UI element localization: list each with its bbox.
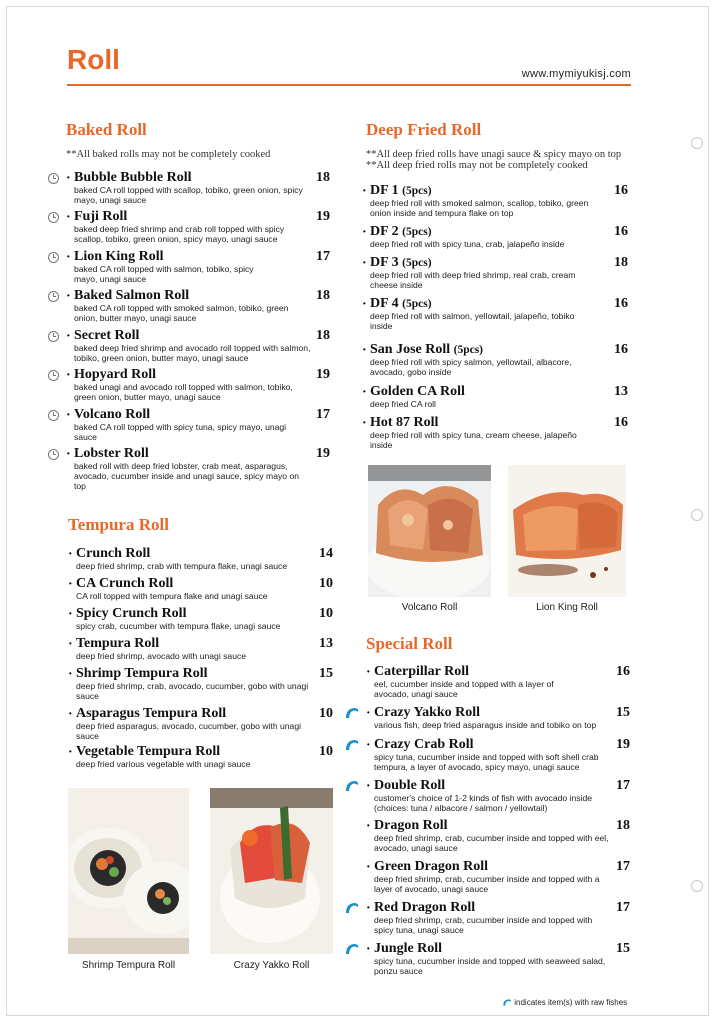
item-price: 17: [316, 249, 330, 264]
item-name: Volcano Roll: [74, 407, 151, 422]
item-price: 16: [614, 415, 628, 430]
item-description: baked unagi and avocado roll topped with salmon, tobiko, green onion, butter mayo, unagi sauce: [74, 382, 293, 402]
clock-icon: [48, 331, 59, 342]
item-price: 17: [616, 900, 630, 915]
bullet: ·: [66, 447, 71, 462]
binder-hole: [691, 880, 703, 892]
item-description: deep fried shrimp, crab with tempura flake, unagi sauce: [76, 561, 288, 571]
item-description: deep fried roll with spicy tuna, crab, jalapeño inside: [370, 239, 565, 249]
lion-king-roll-photo: [508, 465, 626, 597]
item-description: spicy tuna, cucumber inside and topped with soft shell crab tempura, a layer of avocado, spicy mayo, unagi sauce: [374, 752, 599, 772]
clock-icon: [48, 410, 59, 421]
raw-fish-icon: [344, 779, 360, 793]
item-price: 19: [316, 446, 330, 461]
clock-icon: [48, 173, 59, 184]
item-name: Crazy Crab Roll: [374, 737, 474, 752]
item-price: 13: [614, 384, 628, 399]
bullet: ·: [68, 577, 73, 592]
baked-roll-list: [66, 170, 330, 500]
bullet: ·: [66, 171, 71, 186]
item-price: 18: [316, 328, 330, 343]
item-name: CA Crunch Roll: [76, 576, 174, 591]
item-name: Fuji Roll: [74, 209, 128, 224]
bullet: ·: [362, 416, 367, 431]
item-name: Golden CA Roll: [370, 384, 465, 399]
bullet: ·: [66, 368, 71, 383]
binder-hole: [691, 509, 703, 521]
bullet: ·: [362, 385, 367, 400]
item-description: deep fried asparagus, avocado, cucumber, gobo with unagi sauce: [76, 721, 302, 741]
item-description: baked CA roll topped with smoked salmon, tobiko, green onion, butter mayo, unagi sauce: [74, 303, 289, 323]
item-price: 19: [316, 367, 330, 382]
item-price: 18: [614, 255, 628, 270]
item-description: deep fried roll with spicy salmon, yellowtail, albacore, avocado, gobo inside: [370, 357, 572, 377]
item-name: Baked Salmon Roll: [74, 288, 190, 303]
item-description: baked CA roll topped with salmon, tobiko, spicy mayo, unagi sauce: [74, 264, 254, 284]
item-name: Shrimp Tempura Roll: [76, 666, 208, 681]
bullet: ·: [362, 225, 367, 240]
bullet: ·: [66, 289, 71, 304]
bullet: ·: [66, 250, 71, 265]
bullet: ·: [68, 547, 73, 562]
bullet: ·: [362, 184, 367, 199]
bullet: ·: [366, 901, 371, 916]
baked-roll-note: **All baked rolls may not be completely cooked: [66, 149, 271, 160]
item-description: eel, cucumber inside and topped with a layer of avocado, unagi sauce: [374, 679, 554, 699]
bullet: ·: [68, 667, 73, 682]
item-name: Hopyard Roll: [74, 367, 157, 382]
item-price: 15: [616, 705, 630, 720]
item-name: Asparagus Tempura Roll: [76, 706, 227, 721]
bullet: ·: [66, 329, 71, 344]
item-price: 16: [616, 664, 630, 679]
deep-fried-note-1: **All deep fried rolls have unagi sauce & spicy mayo on top: [366, 149, 622, 160]
item-price: 19: [316, 209, 330, 224]
crazy-yakko-roll-photo: [210, 788, 333, 954]
item-name: DF 2 (5pcs): [370, 224, 432, 239]
item-name: Jungle Roll: [374, 941, 443, 956]
item-price: 18: [316, 288, 330, 303]
item-name: Lobster Roll: [74, 446, 149, 461]
tempura-roll-heading: Tempura Roll: [68, 515, 169, 534]
item-description: customer's choice of 1-2 kinds of fish with avocado inside (choices: tuna / albacore / salmon / yellowtail): [374, 793, 593, 813]
bullet: ·: [362, 256, 367, 271]
bullet: ·: [362, 343, 367, 358]
item-description: various fish, deep fried asparagus inside and tobiko on top: [374, 720, 597, 730]
item-name: DF 3 (5pcs): [370, 255, 432, 270]
bullet: ·: [68, 637, 73, 652]
item-name: DF 1 (5pcs): [370, 183, 432, 198]
raw-fish-icon: [344, 901, 360, 915]
item-description: deep fried roll with salmon, yellowtail, jalapeño, tobiko inside: [370, 311, 575, 331]
website-url: www.mymiyukisj.com: [521, 68, 631, 80]
bullet: ·: [66, 408, 71, 423]
item-description: baked deep fried shrimp and crab roll topped with spicy scallop, tobiko, green onion, spicy mayo, unagi sauce: [74, 224, 285, 244]
bullet: ·: [366, 860, 371, 875]
photo-caption: Shrimp Tempura Roll: [81, 960, 176, 971]
item-price: 15: [616, 941, 630, 956]
raw-fish-icon: [344, 738, 360, 752]
volcano-roll-photo: [368, 465, 491, 597]
item-description: deep fried shrimp, crab, avocado, cucumber, gobo with unagi sauce: [76, 681, 309, 701]
clock-icon: [48, 449, 59, 460]
item-price: 17: [316, 407, 330, 422]
bullet: ·: [366, 706, 371, 721]
item-description: deep fried CA roll: [370, 399, 436, 409]
photo-caption: Crazy Yakko Roll: [233, 960, 310, 971]
tempura-roll-list: [68, 546, 333, 776]
binder-hole: [691, 137, 703, 149]
special-roll-list: [366, 664, 630, 984]
deep-fried-roll-list: [362, 183, 628, 453]
bullet: ·: [366, 819, 371, 834]
item-price: 16: [614, 183, 628, 198]
item-name: Red Dragon Roll: [374, 900, 476, 915]
item-name: Green Dragon Roll: [374, 859, 489, 874]
item-description: deep fried various vegetable with unagi sauce: [76, 759, 251, 769]
item-name: Bubble Bubble Roll: [74, 170, 192, 185]
photo-caption: Lion King Roll: [536, 602, 598, 613]
raw-fish-icon: [502, 998, 512, 1007]
item-description: deep fried shrimp, crab, cucumber inside and topped with eel, avocado, unagi sauce: [374, 833, 609, 853]
item-name: Spicy Crunch Roll: [76, 606, 187, 621]
item-description: deep fried shrimp, crab, cucumber inside and topped with spicy tuna, unagi sauce: [374, 915, 593, 935]
bullet: ·: [68, 607, 73, 622]
item-price: 13: [319, 636, 333, 651]
bullet: ·: [68, 707, 73, 722]
clock-icon: [48, 291, 59, 302]
item-description: baked CA roll topped with spicy tuna, spicy mayo, unagi sauce: [74, 422, 287, 442]
bullet: ·: [366, 665, 371, 680]
bullet: ·: [68, 745, 73, 760]
item-description: deep fried roll with deep fried shrimp, real crab, cream cheese inside: [370, 270, 576, 290]
raw-fish-legend: [502, 998, 627, 1007]
item-price: 10: [319, 606, 333, 621]
item-price: 10: [319, 576, 333, 591]
item-description: baked CA roll topped with scallop, tobiko, green onion, spicy mayo, unagi sauce: [74, 185, 303, 205]
bullet: ·: [366, 779, 371, 794]
item-price: 14: [319, 546, 333, 561]
deep-fried-roll-heading: Deep Fried Roll: [366, 120, 482, 139]
item-description: deep fried roll with smoked salmon, scallop, tobiko, green onion inside and tempura flake on top: [370, 198, 589, 218]
raw-fish-icon: [344, 706, 360, 720]
item-price: 16: [614, 342, 628, 357]
item-price: 18: [316, 170, 330, 185]
item-price: 19: [616, 737, 630, 752]
item-name: Dragon Roll: [374, 818, 448, 833]
item-description: spicy crab, cucumber with tempura flake, unagi sauce: [76, 621, 281, 631]
item-description: spicy tuna, cucumber inside and topped with seaweed salad, ponzu sauce: [374, 956, 606, 976]
bullet: ·: [366, 942, 371, 957]
item-price: 16: [614, 296, 628, 311]
item-name: San Jose Roll (5pcs): [370, 342, 484, 357]
clock-icon: [48, 252, 59, 263]
title-divider: [67, 84, 631, 86]
item-price: 15: [319, 666, 333, 681]
item-price: 17: [616, 859, 630, 874]
item-price: 16: [614, 224, 628, 239]
bullet: ·: [362, 297, 367, 312]
item-description: deep fried roll with spicy tuna, cream cheese, jalapeño inside: [370, 430, 577, 450]
baked-roll-heading: Baked Roll: [66, 120, 147, 139]
raw-fish-icon: [344, 942, 360, 956]
item-name: Tempura Roll: [76, 636, 160, 651]
photo-caption: Volcano Roll: [401, 602, 458, 613]
bullet: ·: [66, 210, 71, 225]
item-name: Lion King Roll: [74, 249, 164, 264]
item-price: 10: [319, 744, 333, 759]
item-description: deep fried shrimp, crab, cucumber inside and topped with a layer of avocado, unagi sauce: [374, 874, 600, 894]
item-name: Crazy Yakko Roll: [374, 705, 481, 720]
item-description: deep fried shrimp, avocado with unagi sauce: [76, 651, 247, 661]
clock-icon: [48, 370, 59, 381]
item-name: Hot 87 Roll: [370, 415, 439, 430]
item-description: CA roll topped with tempura flake and unagi sauce: [76, 591, 268, 601]
item-name: Double Roll: [374, 778, 446, 793]
item-price: 10: [319, 706, 333, 721]
item-price: 17: [616, 778, 630, 793]
item-description: baked deep fried shrimp and avocado roll topped with salmon, tobiko, green onion, butter mayo, unagi sauce: [74, 343, 311, 363]
item-description: baked roll with deep fried lobster, crab meat, asparagus, avocado, cucumber inside and unagi sauce, spicy mayo on top: [74, 461, 300, 491]
legend-text: indicates item(s) with raw fishes: [514, 998, 628, 1007]
item-name: Secret Roll: [74, 328, 140, 343]
special-roll-heading: Special Roll: [366, 634, 453, 653]
item-name: Caterpillar Roll: [374, 664, 470, 679]
item-price: 18: [616, 818, 630, 833]
clock-icon: [48, 212, 59, 223]
item-name: Vegetable Tempura Roll: [76, 744, 221, 759]
page-title: Roll: [67, 44, 120, 75]
item-name: Crunch Roll: [76, 546, 151, 561]
item-name: DF 4 (5pcs): [370, 296, 432, 311]
shrimp-tempura-roll-photo: [68, 788, 189, 954]
deep-fried-note-2: **All deep fried rolls may not be completely cooked: [366, 160, 588, 171]
bullet: ·: [366, 738, 371, 753]
